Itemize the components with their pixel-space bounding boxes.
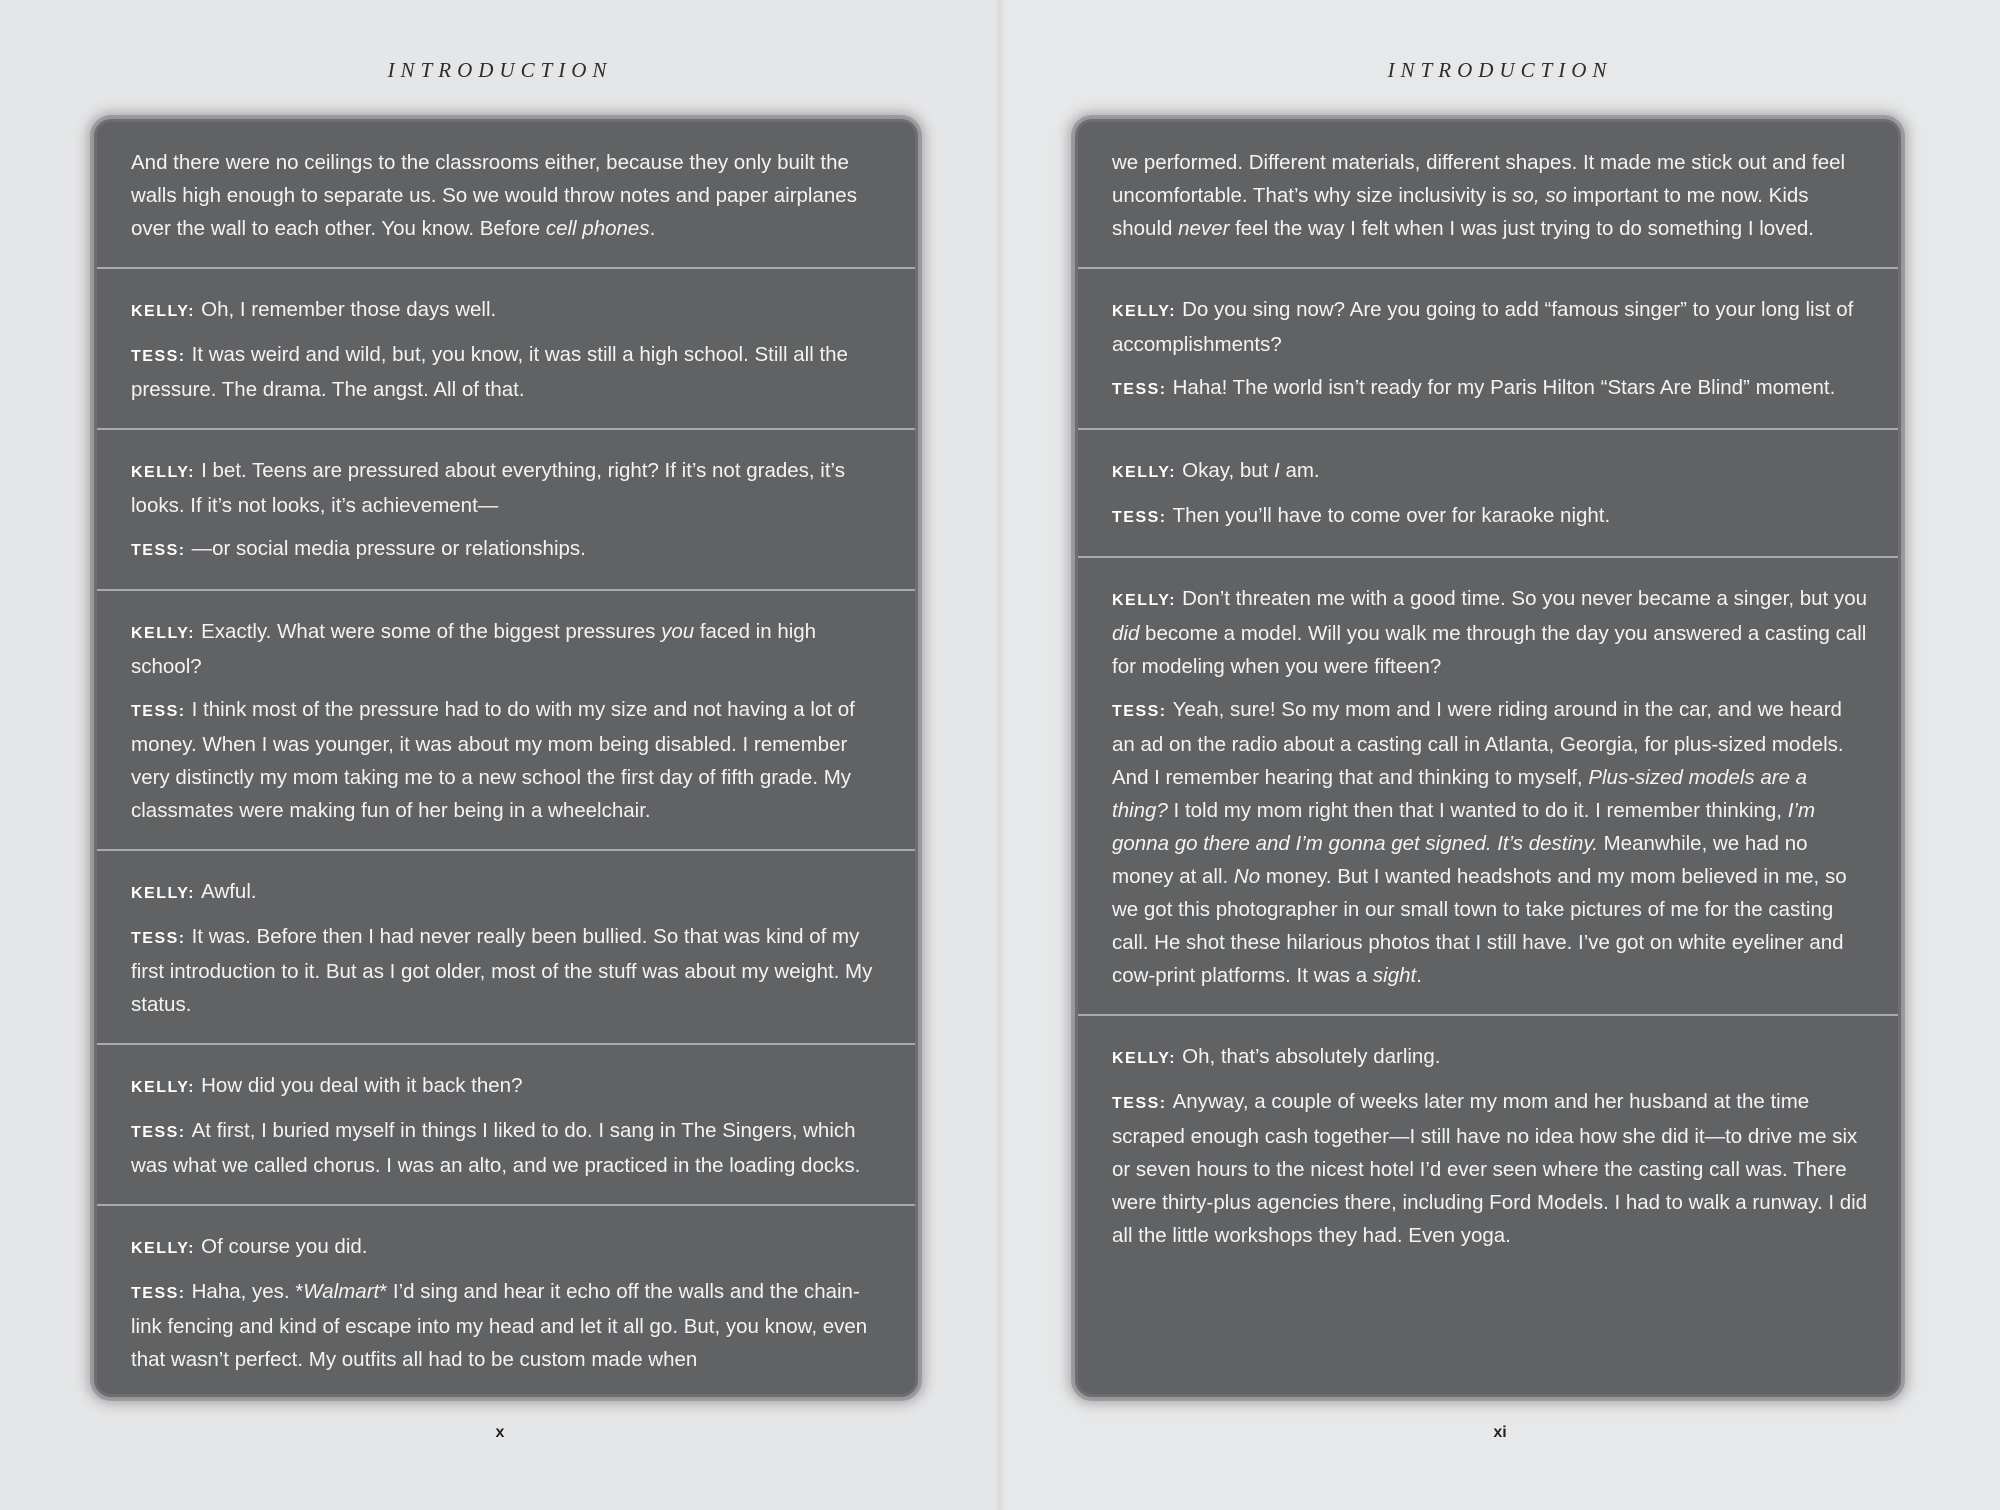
- emphasis-text: so, so: [1512, 184, 1567, 207]
- paragraph-text: Don’t threaten me with a good time. So you never became a singer, but you: [1182, 587, 1867, 610]
- speaker-label: KELLY:: [131, 464, 196, 481]
- page-number: xi: [1493, 1424, 1507, 1441]
- dialogue-section: [97, 591, 915, 851]
- emphasis-text: cell phones: [545, 217, 650, 240]
- speaker-label: TESS:: [131, 348, 186, 365]
- paragraph-text: .: [1416, 964, 1422, 987]
- speaker-label: KELLY:: [131, 1079, 196, 1096]
- paragraph: [1112, 499, 1868, 534]
- paragraph-text: I bet. Teens are pressured about everything, right? If it’s not grades, it’s looks. If it’s not looks, it’s achievement—: [131, 459, 845, 517]
- paragraph-text: important to me now. Kids should: [1112, 184, 1809, 240]
- paragraph: [131, 875, 885, 910]
- paragraph-text: Of course you did.: [201, 1235, 368, 1258]
- speaker-label: KELLY:: [1112, 1050, 1177, 1067]
- emphasis-text: I: [1274, 459, 1280, 482]
- paragraph-text: .: [649, 217, 656, 240]
- emphasis-text: I’m gonna go there and I’m gonna get signed. It’s destiny.: [1112, 799, 1816, 855]
- book-gutter: [995, 0, 1005, 1510]
- paragraph-text: we performed. Different materials, different shapes. It made me stick out and feel uncomfortable. That’s why size inclusivity is: [1112, 151, 1846, 207]
- right-page: [1000, 0, 2000, 1510]
- speaker-label: KELLY:: [131, 885, 196, 902]
- dialogue-section: [1078, 122, 1898, 269]
- dialogue-section: [97, 122, 915, 269]
- speaker-label: TESS:: [1112, 381, 1167, 398]
- paragraph: [131, 454, 885, 522]
- speaker-label: KELLY:: [1112, 592, 1177, 609]
- speaker-label: TESS:: [1112, 703, 1167, 720]
- paragraph: [131, 1230, 885, 1265]
- paragraph: [131, 615, 885, 683]
- paragraph: [131, 1275, 885, 1376]
- paragraph-text: am.: [1279, 459, 1320, 482]
- interview-box: [1078, 122, 1898, 1394]
- paragraph: [131, 146, 885, 245]
- paragraph-text: feel the way I felt when I was just trying to do something I loved.: [1229, 217, 1814, 240]
- paragraph-text: Okay, but: [1182, 459, 1275, 482]
- emphasis-text: Walmart: [303, 1280, 380, 1303]
- paragraph: [1112, 1085, 1868, 1252]
- paragraph-text: Yeah, sure! So my mom and I were riding around in the car, and we heard an ad on the radio about a casting call in Atlanta, Georgia, for plus-sized models. And I remember hearing that and thinking to myself,: [1112, 698, 1844, 789]
- dialogue-section: [97, 430, 915, 591]
- paragraph-text: * I’d sing and hear it echo off the walls and the chain-link fencing and kind of escape into my head and let it all go. But, you know, even that wasn’t perfect. My outfits all had to be custom made when: [131, 1280, 868, 1371]
- dialogue-section: [97, 851, 915, 1045]
- paragraph: [1112, 693, 1868, 992]
- page-number: x: [495, 1424, 505, 1441]
- dialogue-section: [97, 1206, 915, 1398]
- paragraph: [1112, 293, 1868, 361]
- running-head: INTRODUCTION: [1387, 58, 1613, 82]
- paragraph: [131, 532, 885, 567]
- paragraph-text: Then you’ll have to come over for karaoke night.: [1172, 504, 1611, 527]
- speaker-label: TESS:: [131, 1285, 186, 1302]
- paragraph-text: Awful.: [201, 880, 257, 903]
- paragraph-text: Oh, I remember those days well.: [201, 298, 497, 321]
- speaker-label: KELLY:: [131, 1240, 196, 1257]
- dialogue-section: [1078, 558, 1898, 1016]
- speaker-label: TESS:: [131, 542, 186, 559]
- dialogue-section: [1078, 1016, 1898, 1274]
- speaker-label: TESS:: [1112, 509, 1167, 526]
- emphasis-text: No: [1233, 865, 1261, 888]
- emphasis-text: Plus-sized models are a thing?: [1112, 766, 1808, 822]
- interview-box: [97, 122, 915, 1394]
- paragraph: [131, 293, 885, 328]
- speaker-label: TESS:: [131, 1124, 186, 1141]
- paragraph: [131, 1114, 885, 1182]
- speaker-label: TESS:: [131, 703, 186, 720]
- paragraph-text: I told my mom right then that I wanted to do it. I remember thinking,: [1167, 799, 1788, 822]
- paragraph: [1112, 371, 1868, 406]
- paragraph-text: faced in high school?: [131, 620, 817, 678]
- paragraph-text: Meanwhile, we had no money at all.: [1112, 832, 1808, 888]
- paragraph-text: —or social media pressure or relationships.: [191, 537, 586, 560]
- speaker-label: KELLY:: [1112, 464, 1177, 481]
- paragraph: [131, 338, 885, 406]
- emphasis-text: you: [661, 620, 695, 643]
- speaker-label: KELLY:: [131, 625, 196, 642]
- paragraph: [1112, 1040, 1868, 1075]
- running-head: INTRODUCTION: [387, 58, 613, 82]
- paragraph: [131, 693, 885, 827]
- paragraph-text: Haha, yes. *: [191, 1280, 304, 1303]
- paragraph-text: Do you sing now? Are you going to add “famous singer” to your long list of accomplishments?: [1112, 298, 1854, 356]
- paragraph-text: become a model. Will you walk me through the day you answered a casting call for modeling when you were fifteen?: [1112, 622, 1867, 678]
- emphasis-text: never: [1178, 217, 1230, 240]
- speaker-label: KELLY:: [1112, 303, 1177, 320]
- speaker-label: KELLY:: [131, 303, 196, 320]
- speaker-label: TESS:: [1112, 1095, 1167, 1112]
- dialogue-section: [97, 1045, 915, 1206]
- paragraph-text: Oh, that’s absolutely darling.: [1182, 1045, 1441, 1068]
- paragraph-text: It was weird and wild, but, you know, it was still a high school. Still all the pressure. The drama. The angst. All of that.: [131, 343, 848, 401]
- dialogue-section: [97, 269, 915, 430]
- paragraph: [131, 920, 885, 1021]
- paragraph-text: Haha! The world isn’t ready for my Paris Hilton “Stars Are Blind” moment.: [1172, 376, 1836, 399]
- emphasis-text: did: [1112, 622, 1140, 645]
- paragraph-text: And there were no ceilings to the classrooms either, because they only built the walls high enough to separate us. So we would throw notes and paper airplanes over the wall to each other. You know. Before: [131, 151, 857, 240]
- paragraph: [131, 1069, 885, 1104]
- paragraph: [1112, 454, 1868, 489]
- speaker-label: TESS:: [131, 930, 186, 947]
- paragraph-text: I think most of the pressure had to do with my size and not having a lot of money. When I was younger, it was about my mom being disabled. I remember very distinctly my mom taking me to a new school the first day of fifth grade. My classmates were making fun of her being in a wheelchair.: [131, 698, 855, 822]
- paragraph-text: It was. Before then I had never really been bullied. So that was kind of my first introduction to it. But as I got older, most of the stuff was about my weight. My status.: [131, 925, 873, 1016]
- paragraph-text: money. But I wanted headshots and my mom believed in me, so we got this photographer in our small town to take pictures of me for the casting call. He shot these hilarious photos that I still have. I’ve got on white eyeliner and cow-print platforms. It was a: [1112, 865, 1847, 987]
- paragraph-text: Exactly. What were some of the biggest pressures: [201, 620, 662, 643]
- paragraph-text: How did you deal with it back then?: [201, 1074, 523, 1097]
- dialogue-section: [1078, 430, 1898, 558]
- paragraph-text: Anyway, a couple of weeks later my mom and her husband at the time scraped enough cash together—I still have no idea how she did it—to drive me six or seven hours to the nicest hotel I’d ever seen where the casting call was. There were thirty-plus agencies there, including Ford Models. I had to walk a runway. I did all the little workshops they had. Even yoga.: [1112, 1090, 1868, 1247]
- dialogue-section: [1078, 269, 1898, 430]
- paragraph: [1112, 582, 1868, 683]
- emphasis-text: sight: [1372, 964, 1417, 987]
- paragraph: [1112, 146, 1868, 245]
- paragraph-text: At first, I buried myself in things I liked to do. I sang in The Singers, which was what we called chorus. I was an alto, and we practiced in the loading docks.: [131, 1119, 861, 1177]
